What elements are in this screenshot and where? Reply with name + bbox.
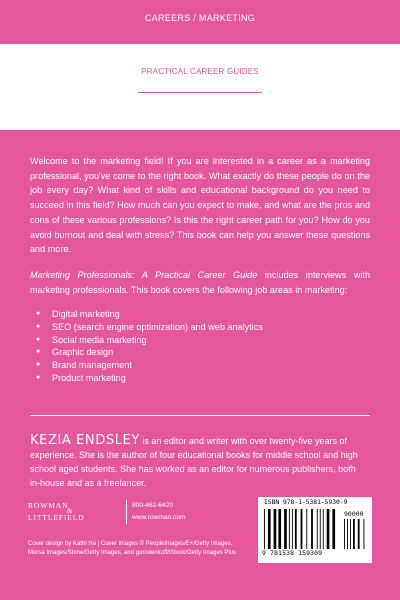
barcode-bar [332,509,335,549]
series-title: PRACTICAL CAREER GUIDES [141,67,259,76]
topic-item: ● Brand management [52,359,370,372]
barcode-bar [301,509,303,549]
barcode-bar [292,509,293,549]
barcode-bar [353,519,355,549]
publisher-divider [126,500,127,524]
summary-text: includes interviews with marketing professionals. This book covers the following job areas in marketing: [30,269,370,295]
publisher-contact [132,500,186,524]
category-label: CAREERS / MARKETING [144,13,256,23]
barcode-bar [264,509,265,549]
barcode-bar [317,509,318,549]
series-underline [138,92,262,93]
ean-digits: 9 781538 159309 [262,549,323,557]
barcode-bar [347,519,348,549]
publisher-phone: 800-462-6420 [132,502,174,509]
publisher-logo [28,500,124,524]
topic-list [30,308,370,384]
series-panel [0,44,400,130]
barcode-bar [306,509,307,549]
barcode-bar [364,519,365,549]
section-divider [30,415,370,416]
author-name: KEZIA ENDSLEY [30,433,140,448]
barcode-bar [278,509,281,549]
barcode-bar [268,509,271,549]
barcode-bar [320,509,321,549]
topic-item: ● SEO (search engine optimization) and web analytics [52,321,370,334]
barcode-bar [358,519,360,549]
topic-item: ● Social media marketing [52,334,370,347]
topic-item: ● Graphic design [52,346,370,359]
ean-barcode-bars [264,509,342,549]
price-barcode-bars [344,519,368,549]
barcode-bar [350,519,351,549]
barcode-bar [295,509,297,549]
barcode-bar [289,509,290,549]
book-title: Marketing Professionals: A Practical Career Guide [30,269,258,280]
barcode-bar [327,509,330,549]
barcode-bar [311,509,313,549]
topic-item: ● Product marketing [52,372,370,385]
barcode-bar [284,509,287,549]
topic-item: ● Digital marketing [52,308,370,321]
isbn-label: ISBN 978-1-5381-5930-9 [264,499,348,506]
barcode [258,497,372,563]
barcode-bar [344,519,345,549]
cover-credits: Cover design by Kathi Ha | Cover images © PeopleImages/E+/Getty Images, Morsa Images/Stone/Getty Images, and gorodenkoff/iStock/Getty Images Plus [28,541,236,557]
back-cover-text [30,154,370,385]
summary-paragraph [30,268,370,297]
author-bio [30,434,368,490]
publisher-name-line1: ROWMAN [28,501,69,510]
intro-paragraph: Welcome to the marketing field! If you are interested in a career as a marketing professional, you've come to the right book. What exactly do these people do on the job every day? What kind of skills and educational background do you need to succeed in this field? How much can you expect to make, and what are the pros and cons of these various professions? Is this the right career path for you? How do you avoid burnout and deal with stress? This book can help you answer these questions and more. [30,156,370,255]
barcode-bar [323,509,324,549]
publisher-name-line2: LITTLEFIELD [28,513,85,522]
category-band [0,0,400,44]
price-code: 90000 [344,510,364,518]
barcode-bar [274,509,277,549]
publisher-website: www.rowman.com [132,514,186,521]
author-bio-text: is an editor and writer with over twenty-five years of experience. She is the author of four educational books for middle school and high school aged students. She has worked as an editor for numerous publishers, both in-house and as a freelancer. [30,436,358,488]
publisher-ampersand: & [67,507,74,515]
